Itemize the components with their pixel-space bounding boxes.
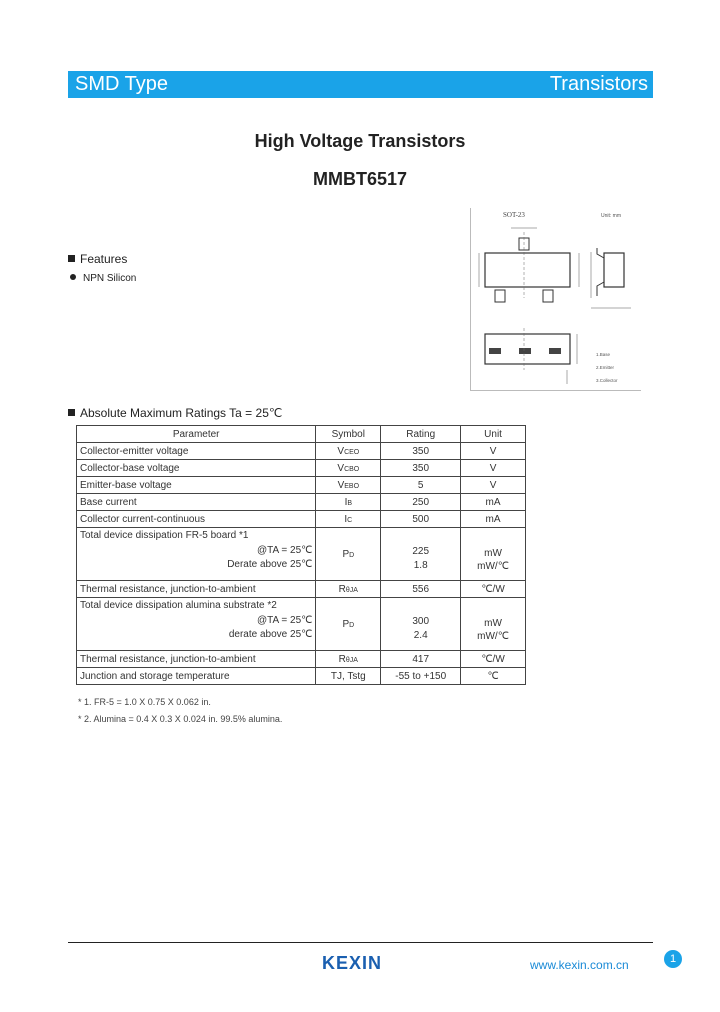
col-parameter: Parameter [77, 426, 316, 443]
package-outline-svg [471, 208, 641, 390]
pad-1 [489, 348, 501, 354]
table-row [77, 443, 526, 460]
package-unit: Unit: mm [601, 213, 621, 219]
table-row [77, 494, 526, 511]
cell-param: Thermal resistance, junction-to-ambient [77, 581, 316, 598]
cell-param: Base current [77, 494, 316, 511]
header-category: SMD Type [75, 73, 168, 95]
pin-3-label: 3.Collector [596, 378, 618, 383]
cell-symbol: VEBO [316, 477, 381, 494]
cell-symbol: RθJA [316, 651, 381, 668]
cell-symbol: PD [316, 598, 381, 651]
cell-symbol: IC [316, 511, 381, 528]
cell-rating: 250 [381, 494, 461, 511]
footer-divider [68, 942, 653, 943]
feature-item: NPN Silicon [70, 273, 136, 284]
cell-unit: V [461, 477, 526, 494]
col-symbol: Symbol [316, 426, 381, 443]
table-row [77, 668, 526, 685]
square-bullet-icon [68, 409, 75, 416]
cell-rating: 350 [381, 443, 461, 460]
cell-rating: 5 [381, 477, 461, 494]
footnote-2: * 2. Alumina = 0.4 X 0.3 X 0.024 in. 99.5% alumina. [78, 714, 283, 724]
ratings-table [76, 425, 526, 685]
pin-1-lead [495, 290, 505, 302]
cell-unit: ℃/W [461, 581, 526, 598]
cell-rating: 556 [381, 581, 461, 598]
cell-param: Collector-emitter voltage [77, 443, 316, 460]
table-row [77, 477, 526, 494]
header-product-type: Transistors [549, 73, 648, 95]
part-number: MMBT6517 [312, 169, 408, 189]
cell-unit: ℃ [461, 668, 526, 685]
table-row [77, 511, 526, 528]
cell-rating: 417 [381, 651, 461, 668]
cell-symbol: VCBO [316, 460, 381, 477]
website-link[interactable]: www.kexin.com.cn [530, 958, 629, 972]
cell-param: Collector current-continuous [77, 511, 316, 528]
ratings-heading: Absolute Maximum Ratings Ta = 25℃ [68, 406, 282, 420]
pin-2-lead [543, 290, 553, 302]
body-top-view [485, 253, 570, 287]
cell-param-multiline: Total device dissipation FR-5 board *1 @TA = 25℃ Derate above 25℃ [77, 528, 316, 581]
package-drawing [470, 208, 641, 391]
cell-rating: 225 1.8 [381, 528, 461, 581]
table-row [77, 598, 526, 651]
cell-param: Thermal resistance, junction-to-ambient [77, 651, 316, 668]
cell-unit: mW mW/℃ [461, 528, 526, 581]
table-row [77, 460, 526, 477]
cell-unit: ℃/W [461, 651, 526, 668]
cell-rating: -55 to +150 [381, 668, 461, 685]
cell-symbol: VCEO [316, 443, 381, 460]
table-header-row [77, 426, 526, 443]
col-unit: Unit [461, 426, 526, 443]
footnote-1: * 1. FR-5 = 1.0 X 0.75 X 0.062 in. [78, 697, 211, 707]
page-number-badge: 1 [664, 950, 682, 968]
col-rating: Rating [381, 426, 461, 443]
cell-param: Junction and storage temperature [77, 668, 316, 685]
cell-unit: V [461, 443, 526, 460]
pad-3 [519, 348, 531, 354]
cell-param: Emitter-base voltage [77, 477, 316, 494]
package-name: SOT-23 [503, 211, 525, 219]
table-row [77, 651, 526, 668]
header-bar [68, 71, 653, 98]
cell-param: Collector-base voltage [77, 460, 316, 477]
cell-unit: mW mW/℃ [461, 598, 526, 651]
cell-unit: mA [461, 494, 526, 511]
round-bullet-icon [70, 274, 76, 280]
square-bullet-icon [68, 255, 75, 262]
cell-rating: 500 [381, 511, 461, 528]
cell-rating: 300 2.4 [381, 598, 461, 651]
cell-unit: V [461, 460, 526, 477]
cell-symbol: IB [316, 494, 381, 511]
page-title: High Voltage Transistors [254, 131, 466, 151]
table-row [77, 528, 526, 581]
cell-symbol: PD [316, 528, 381, 581]
features-heading: Features [68, 252, 127, 266]
cell-param-multiline: Total device dissipation alumina substrate *2 @TA = 25℃ derate above 25℃ [77, 598, 316, 651]
pin-1-label: 1.Base [596, 352, 611, 357]
cell-unit: mA [461, 511, 526, 528]
pad-2 [549, 348, 561, 354]
table-row [77, 581, 526, 598]
cell-symbol: RθJA [316, 581, 381, 598]
kexin-logo: KEXIN [322, 953, 383, 973]
pin-2-label: 2.Emitter [596, 365, 615, 370]
cell-symbol: TJ, Tstg [316, 668, 381, 685]
body-side-view [604, 253, 624, 287]
cell-rating: 350 [381, 460, 461, 477]
